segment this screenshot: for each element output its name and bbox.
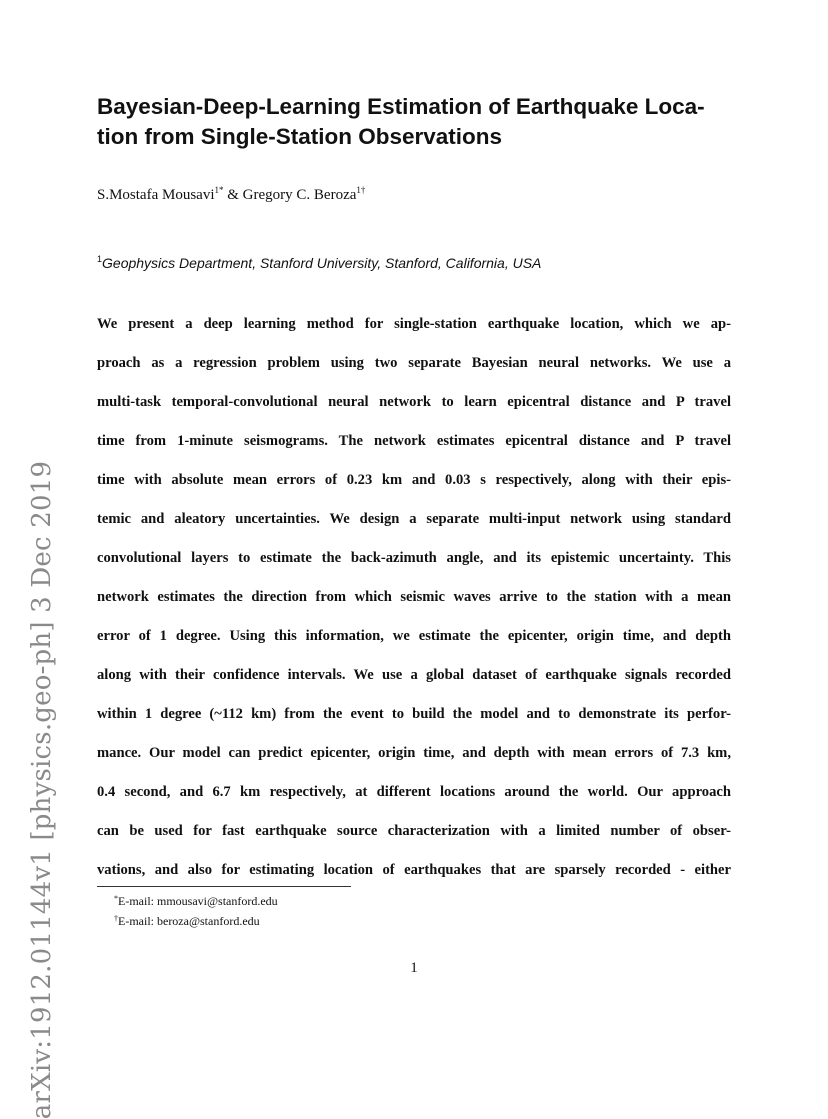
author-name: S.Mostafa Mousavi xyxy=(97,187,215,203)
abstract-line: temic and aleatory uncertainties. We design a separate multi-input network using standard xyxy=(97,511,731,527)
footnotes xyxy=(114,890,278,930)
abstract-line: proach as a regression problem using two separate Bayesian neural networks. We use a xyxy=(97,355,731,371)
author-marks: 1* xyxy=(214,185,224,195)
abstract-line: network estimates the direction from which seismic waves arrive to the station with a mean xyxy=(97,589,731,605)
abstract xyxy=(97,311,731,896)
affiliation-mark: 1 xyxy=(97,254,103,264)
abstract-line: We present a deep learning method for single-station earthquake location, which we ap- xyxy=(97,316,731,332)
abstract-line: error of 1 degree. Using this information, we estimate the epicenter, origin time, and depth xyxy=(97,628,731,644)
footnote xyxy=(114,890,278,910)
abstract-line: 0.4 second, and 6.7 km respectively, at different locations around the world. Our approach xyxy=(97,784,731,800)
title-line-1: Bayesian-Deep-Learning Estimation of Earthquake Loca- xyxy=(97,94,705,119)
abstract-line: vations, and also for estimating location of earthquakes that are sparsely recorded - either xyxy=(97,862,731,878)
footnote-mark: † xyxy=(114,914,118,923)
abstract-line: along with their confidence intervals. We use a global dataset of earthquake signals recorded xyxy=(97,667,731,683)
author-list xyxy=(97,185,365,204)
footnote-rule xyxy=(97,886,351,887)
author-marks: 1† xyxy=(356,185,366,195)
affiliation xyxy=(97,254,541,271)
page-number: 1 xyxy=(410,960,418,976)
abstract-line: convolutional layers to estimate the back-azimuth angle, and its epistemic uncertainty. This xyxy=(97,550,731,566)
abstract-line: time from 1-minute seismograms. The network estimates epicentral distance and P travel xyxy=(97,433,731,449)
footnote-email: E-mail: mmousavi@stanford.edu xyxy=(118,894,278,908)
author-name: Gregory C. Beroza xyxy=(242,187,357,203)
author-separator: & xyxy=(223,187,243,203)
abstract-line: time with absolute mean errors of 0.23 km and 0.03 s respectively, along with their epis- xyxy=(97,472,731,488)
footnote-email: E-mail: beroza@stanford.edu xyxy=(118,914,260,928)
abstract-line: within 1 degree (~112 km) from the event to build the model and to demonstrate its perfor- xyxy=(97,706,731,722)
paper-title xyxy=(97,92,737,152)
affiliation-text: Geophysics Department, Stanford University, Stanford, California, USA xyxy=(102,255,542,271)
footnote xyxy=(114,910,278,930)
footnote-mark: * xyxy=(114,894,118,903)
arxiv-sidebar xyxy=(17,255,67,1119)
title-line-2: tion from Single-Station Observations xyxy=(97,124,503,149)
abstract-line: multi-task temporal-convolutional neural network to learn epicentral distance and P travel xyxy=(97,394,731,410)
abstract-line: can be used for fast earthquake source characterization with a limited number of obser- xyxy=(97,823,731,839)
arxiv-identifier: arXiv:1912.01144v1 [physics.geo-ph] 3 Dec 2019 xyxy=(27,460,57,1119)
abstract-line: mance. Our model can predict epicenter, origin time, and depth with mean errors of 7.3 km, xyxy=(97,745,731,761)
